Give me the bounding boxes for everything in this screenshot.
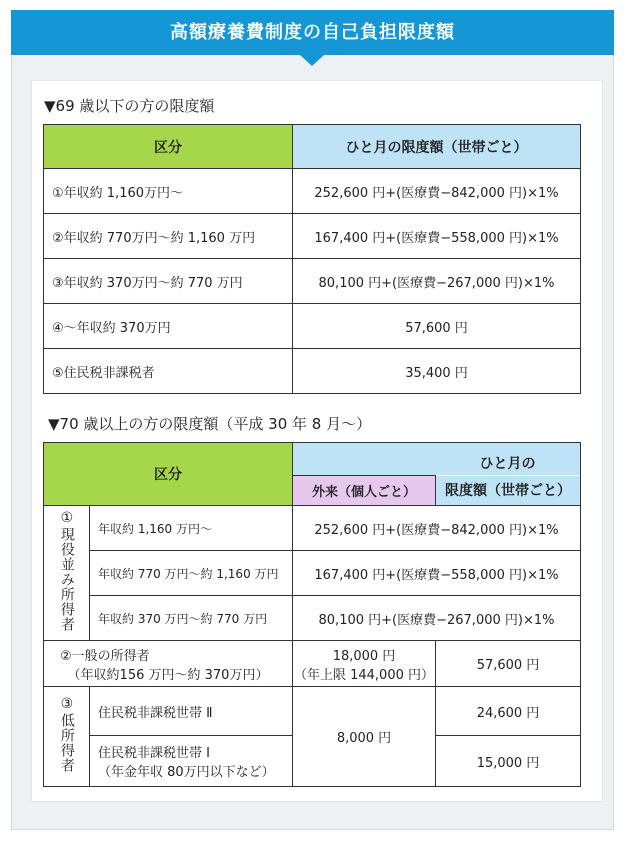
group-label-active-income <box>44 506 90 641</box>
row-limit: 252,600 円+(医療費−842,000 円)×1% <box>293 506 581 551</box>
row-limit: 167,400 円+(医療費−558,000 円)×1% <box>293 551 581 596</box>
row-category: 年収約 1,160 万円〜 <box>90 506 293 551</box>
group-label-text: ①現役並み所得者 <box>58 510 75 632</box>
table-row <box>44 304 581 349</box>
table-row <box>44 641 581 687</box>
general-outpatient-line1: 18,000 円 <box>332 648 396 664</box>
row-limit: 252,600 円+(医療費−842,000 円)×1% <box>293 169 581 214</box>
low-category-line1: 住民税非課税世帯 Ⅱ <box>98 705 213 721</box>
row-limit: 57,600 円 <box>293 304 581 349</box>
group-label-low-income <box>44 687 90 787</box>
table-row <box>44 551 581 596</box>
table-row <box>44 169 581 214</box>
row-limit: 57,600 円 <box>436 641 581 687</box>
column-header-monthly-limit <box>293 443 581 476</box>
row-category: 年収約 370 万円〜約 770 万円 <box>90 596 293 641</box>
row-category <box>90 687 293 736</box>
section-title-70-over: ▼70 歳以上の方の限度額（平成 30 年 8 月〜） <box>48 415 372 433</box>
column-header-monthly-limit: ひと月の限度額（世帯ごと） <box>293 125 581 169</box>
row-limit: 80,100 円+(医療費−267,000 円)×1% <box>293 259 581 304</box>
limit-table-70-over <box>43 442 581 787</box>
low-category-line1: 住民税非課税世帯 Ⅰ <box>98 746 210 761</box>
column-header-outpatient: 外来（個人ごと） <box>293 476 436 506</box>
monthly-limit-line1: ひと月の <box>479 456 536 472</box>
row-category-general <box>44 641 293 687</box>
low-category-line2: （年金年収 80万円以下など） <box>98 765 275 780</box>
table-row <box>44 349 581 394</box>
general-category-line2: （年収約156 万円〜約 370万円） <box>67 667 269 683</box>
title-pointer-arrow <box>300 55 324 66</box>
limit-table-69-under <box>43 124 581 394</box>
row-outpatient-general <box>293 641 436 687</box>
general-outpatient-line2: （年上限 144,000 円） <box>293 667 435 683</box>
row-category: ①年収約 1,160万円〜 <box>44 169 293 214</box>
row-limit: 15,000 円 <box>436 736 581 787</box>
row-limit: 80,100 円+(医療費−267,000 円)×1% <box>293 596 581 641</box>
table-row <box>44 259 581 304</box>
column-header-category: 区分 <box>44 443 293 506</box>
group-label-text: ③低所得者 <box>58 696 75 773</box>
table-row <box>44 214 581 259</box>
row-limit: 24,600 円 <box>436 687 581 736</box>
row-limit: 167,400 円+(医療費−558,000 円)×1% <box>293 214 581 259</box>
page-title: 高額療養費制度の自己負担限度額 <box>11 10 614 55</box>
table-row <box>44 687 581 736</box>
monthly-limit-line2: 限度額（世帯ごと） <box>436 476 581 506</box>
row-category: 年収約 770 万円〜約 1,160 万円 <box>90 551 293 596</box>
row-category: ②年収約 770万円〜約 1,160 万円 <box>44 214 293 259</box>
table-row <box>44 596 581 641</box>
section-title-69-under: ▼69 歳以下の方の限度額 <box>44 97 215 115</box>
general-category-line1: ②一般の所得者 <box>60 648 150 664</box>
column-header-category: 区分 <box>44 125 293 169</box>
row-category: ③年収約 370万円〜約 770 万円 <box>44 259 293 304</box>
row-category: ④〜年収約 370万円 <box>44 304 293 349</box>
row-limit: 35,400 円 <box>293 349 581 394</box>
row-category: ⑤住民税非課税者 <box>44 349 293 394</box>
row-category <box>90 736 293 787</box>
table-row <box>44 506 581 551</box>
row-outpatient-low-income: 8,000 円 <box>293 687 436 787</box>
